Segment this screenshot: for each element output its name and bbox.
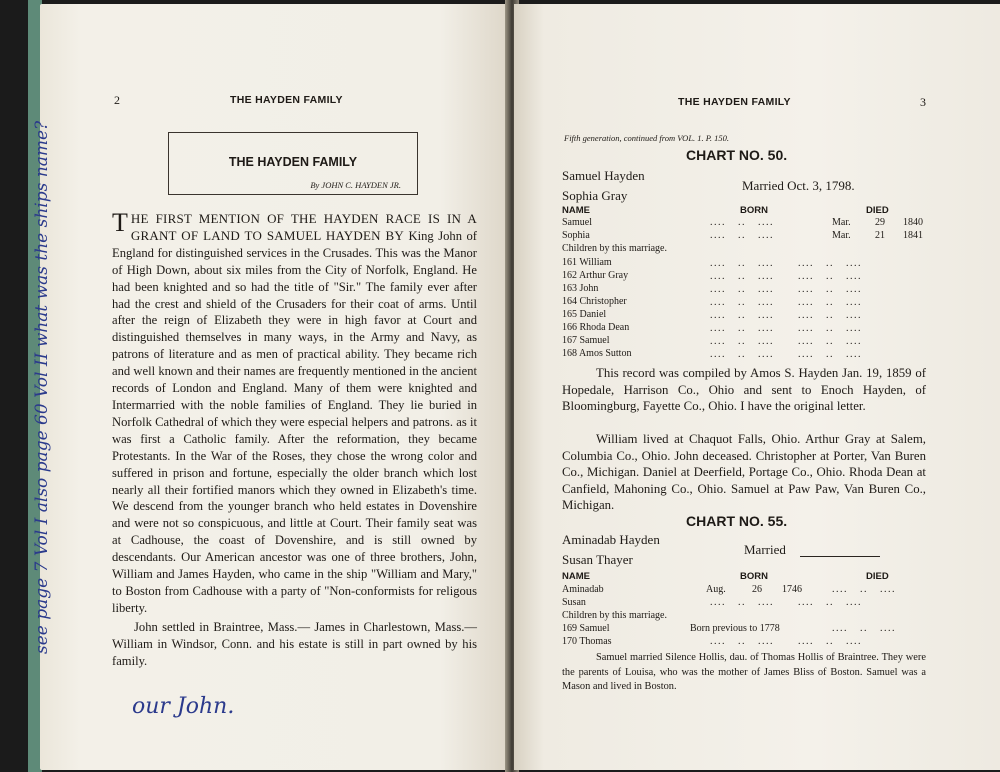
chart-50-col-born: BORN bbox=[740, 205, 768, 216]
chart-50-married: Married Oct. 3, 1798. bbox=[742, 178, 855, 193]
chart-50-parent-died-month: Mar. bbox=[832, 230, 851, 241]
chart-50-child: 161 William bbox=[562, 257, 612, 268]
chart-50-title: CHART NO. 50. bbox=[686, 147, 788, 163]
chart-50-child: 164 Christopher bbox=[562, 296, 627, 307]
chart-50-parent-died-day: 29 bbox=[875, 217, 885, 228]
chart-50-col-name: NAME bbox=[562, 205, 590, 216]
article-body bbox=[112, 208, 477, 669]
chart-55-parent-born-month: Aug. bbox=[706, 584, 726, 595]
chart-50-wife: Sophia Gray bbox=[562, 188, 628, 203]
running-head-right: THE HAYDEN FAMILY bbox=[678, 96, 791, 108]
chart-50-col-died: DIED bbox=[866, 205, 889, 216]
paragraph-record bbox=[562, 365, 926, 415]
chart-55-parent-born-day: 26 bbox=[752, 584, 762, 595]
chart-50-child: 162 Arthur Gray bbox=[562, 270, 629, 281]
paragraph-samuel-text: Samuel married Silence Hollis, dau. of Thomas Hollis of Braintree. They were the parents of Louisa, who was the mother of James Bliss of Boston. Samuel was a Mason and lived in Boston. bbox=[562, 652, 926, 693]
chart-intro-note: Fifth generation, continued from VOL. 1. P. 150. bbox=[564, 133, 730, 143]
chart-55-col-born: BORN bbox=[740, 571, 768, 582]
table-dots: .... .. .... bbox=[832, 623, 896, 634]
table-dots: .... .. .... bbox=[710, 217, 774, 228]
right-page bbox=[514, 4, 1000, 770]
chart-50-parent-name: Samuel bbox=[562, 217, 592, 228]
paragraph-william-text: William lived at Chaquot Falls, Ohio. Arthur Gray at Salem, Columbia Co., Ohio. John deceased. Christopher at Porter, Van Buren Co., Michigan. Daniel at Deerfield, Portage Co., Ohio. Rhoda Dean at Canfield, Mahoning Co., Ohio. Samuel at Paw Paw, Van Buren Co., Michigan. bbox=[562, 432, 926, 513]
chart-50-parent-name: Sophia bbox=[562, 230, 590, 241]
article-author: By JOHN C. HAYDEN JR. bbox=[310, 180, 401, 190]
chart-55-children-label: Children by this marriage. bbox=[562, 610, 667, 621]
chart-50-child: 166 Rhoda Dean bbox=[562, 322, 630, 333]
chart-50-parent-died-year: 1841 bbox=[903, 230, 923, 241]
table-dots: .... .. .... bbox=[710, 230, 774, 241]
paragraph-2: John settled in Braintree, Mass.— James in Charlestown, Mass.— William in Windsor, Conn. and his estate is still in part owned by his family. bbox=[112, 619, 477, 668]
paragraph-record-text: This record was compiled by Amos S. Hayden Jan. 19, 1859 of Hopedale, Harrison Co., Ohio and sent to Enoch Hayden, of Bloomingburg, Fayette Co., Ohio. I have the original letter. bbox=[562, 366, 926, 414]
table-dots: .... .. .... bbox=[832, 584, 896, 595]
paragraph-1-rest: King John of England for distinguished services in the Crusades. This was the Manor of High Down, about six miles from the City of Norfolk, England. He had been knighted and so had the title of "Sir." The family ever after had the crest and shield of the Crusaders for their coat of arms. Until after the reign of Elizabeth they were in high favor at Court and distinguished themselves in many ways, in the Army and Navy, as patrons of literature and as men of practical ability. They became rich and well known and their names are frequently mentioned in the ancient records of London and England. Many of them were knighted and Intermarried with the noble families of England. They lie buried in Norfolk Cathedral of which they were especial helpers and patrons. as it was first a Catholic family. After the reformation, they became Protestants. In the War of the Roses, they chose the wrong color and suffered in prison and fortune, especially the older branch which lost nearly all their fortified manors which they owned in Elizabeth's time. We descend from the younger branch who held estates in Dovenshire and were not so conspicuous, and little at Court. Their family seat was at Cadhouse, the coast of Dovenshire, and is still owned by descendants. Our American ancestor was one of three brothers, John, William and James Hayden, who came in the ship "William and Mary," to Boston from Cadhouse with a party of "Non-conformists for religous liberty. bbox=[112, 228, 477, 615]
chart-55-child-name: 169 Samuel bbox=[562, 623, 610, 634]
handwritten-our-john: our John. bbox=[132, 694, 235, 719]
chart-50-parent-died-month: Mar. bbox=[832, 217, 851, 228]
dropcap: T bbox=[112, 208, 128, 237]
paragraph-1 bbox=[112, 208, 477, 617]
left-page bbox=[32, 4, 510, 770]
page-number-right: 3 bbox=[920, 95, 926, 109]
chart-55-married: Married bbox=[744, 542, 786, 557]
chart-55-husband: Aminadab Hayden bbox=[562, 532, 660, 547]
chart-55-wife: Susan Thayer bbox=[562, 552, 633, 567]
chart-55-title: CHART NO. 55. bbox=[686, 513, 788, 529]
margin-handwritten-note: see page 7 Vol I also page 60 Vol II what was the ships name? bbox=[32, 120, 52, 654]
chart-50-child: 165 Daniel bbox=[562, 309, 607, 320]
chart-50-parent-died-year: 1840 bbox=[903, 217, 923, 228]
running-head-left: THE HAYDEN FAMILY bbox=[230, 94, 343, 106]
chart-55-child-born: Born previous to 1778 bbox=[690, 623, 780, 634]
married-blank-line bbox=[800, 556, 880, 557]
paragraph-samuel bbox=[562, 651, 926, 695]
title-box bbox=[168, 132, 418, 195]
table-dots: .... .. .... .... .. .... .... .. .... .... .. .... .... .. .... .... .. .... .... .. .... .... .. .... .... .. .... .... .. .... .... .. .... .... .. .... .... .. .... .... .. .... .... .. .... .... .. .... bbox=[710, 258, 862, 360]
chart-55-col-died: DIED bbox=[866, 571, 889, 582]
chart-55-parent-name: Susan bbox=[562, 597, 586, 608]
table-dots: .... .. .... .... .. .... bbox=[710, 597, 862, 608]
chart-50-husband: Samuel Hayden bbox=[562, 168, 645, 183]
article-title: THE HAYDEN FAMILY bbox=[228, 155, 358, 169]
table-dots: .... .. .... .... .. .... bbox=[710, 636, 862, 647]
page-number-left: 2 bbox=[114, 93, 120, 107]
paragraph-1-lead: HE FIRST MENTION OF THE HAYDEN RACE IS IN A GRANT OF LAND TO SAMUEL HAYDEN BY bbox=[130, 211, 477, 243]
chart-50-parent-died-day: 21 bbox=[875, 230, 885, 241]
chart-55-col-name: NAME bbox=[562, 571, 590, 582]
paragraph-william bbox=[562, 431, 926, 514]
chart-50-child: 167 Samuel bbox=[562, 335, 610, 346]
chart-55-parent-born-year: 1746 bbox=[782, 584, 802, 595]
chart-55-child-name: 170 Thomas bbox=[562, 636, 612, 647]
chart-55-parent-name: Aminadab bbox=[562, 584, 604, 595]
chart-50-children-label: Children by this marriage. bbox=[562, 243, 667, 254]
chart-50-child: 163 John bbox=[562, 283, 599, 294]
chart-50-child: 168 Amos Sutton bbox=[562, 348, 632, 359]
